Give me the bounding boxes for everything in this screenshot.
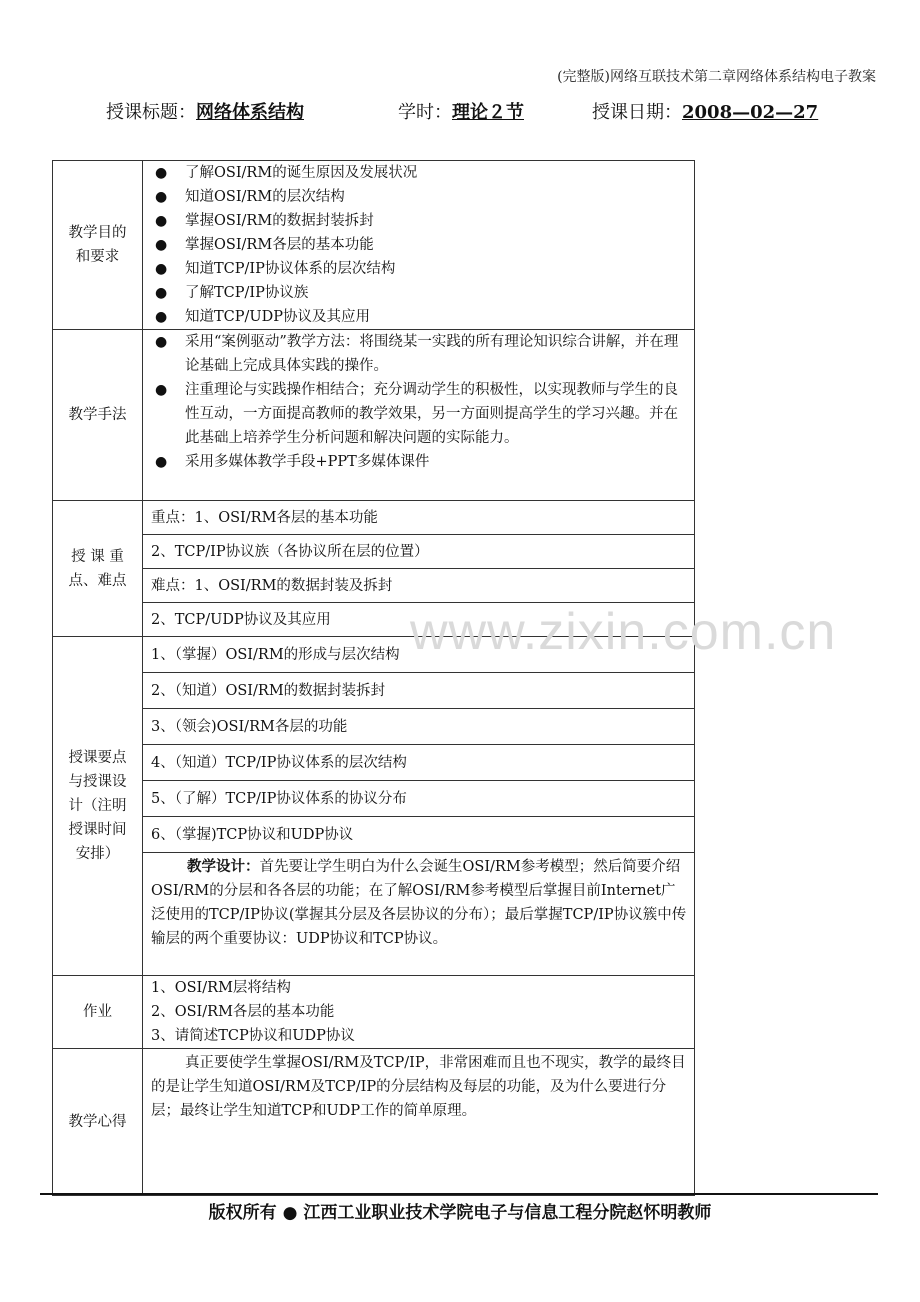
key-point-row	[143, 501, 695, 535]
homework-row	[53, 976, 695, 1049]
list-item	[151, 233, 688, 257]
key-points-row	[53, 501, 695, 535]
bullet-icon: ●	[155, 285, 168, 301]
design-point-text: 3、（领会)OSI/RM各层的功能	[151, 718, 348, 735]
date-label: 授课日期：	[592, 102, 682, 123]
footer-divider	[40, 1193, 878, 1195]
list-item	[151, 330, 688, 378]
key-point-row	[143, 535, 695, 569]
objective-text: 了解OSI/RM的诞生原因及发展状况	[185, 165, 418, 181]
design-point-row	[143, 781, 695, 817]
reflection-row	[53, 1049, 695, 1196]
bullet-icon: ●	[155, 454, 168, 470]
bullet-icon: ●	[155, 213, 168, 229]
key-point-text: 2、TCP/IP协议族（各协议所在层的位置）	[151, 543, 429, 560]
methods-list	[151, 330, 688, 474]
design-point-text: 6、（掌握)TCP协议和UDP协议	[151, 826, 354, 843]
design-point-text: 2、（知道）OSI/RM的数据封装拆封	[151, 682, 386, 699]
design-row	[53, 781, 695, 817]
methods-row	[53, 330, 695, 501]
design-row	[53, 709, 695, 745]
reflection-label: 教学心得	[53, 1049, 143, 1196]
methods-content	[143, 330, 695, 501]
topic-label: 授课标题：	[106, 102, 196, 123]
list-item	[151, 161, 688, 185]
objective-text: 知道TCP/UDP协议及其应用	[185, 309, 371, 325]
design-text: 首先要让学生明白为什么会诞生OSI/RM参考模型；然后简要介绍OSI/RM的分层和各各层的功能；在了解OSI/RM参考模型后掌握目前Internet广泛使用的TCP/IP协议(掌握其分层及各层协议的分布）；最后掌握TCP/IP协议簇中传输层的两个重要协议：UDP协议和TCP协议。	[151, 859, 687, 947]
objective-text: 了解TCP/IP协议族	[185, 285, 309, 301]
key-points-row	[53, 569, 695, 603]
watermark: www.zixin.com.cn	[410, 603, 837, 661]
objectives-list	[151, 161, 688, 329]
method-text: 采用“案例驱动”教学方法：将围绕某一实践的所有理论知识综合讲解，并在理论基础上完成具体实践的操作。	[185, 334, 679, 374]
design-paragraph	[143, 853, 695, 976]
homework-label: 作业	[53, 976, 143, 1049]
design-point-row	[143, 673, 695, 709]
list-item	[151, 185, 688, 209]
document-header: (完整版)网络互联技术第二章网络体系结构电子教案	[557, 69, 876, 85]
design-row	[53, 817, 695, 853]
homework-item: 1、OSI/RM层将结构	[151, 980, 291, 996]
bullet-icon: ●	[155, 189, 168, 205]
list-item	[151, 281, 688, 305]
design-label	[53, 637, 143, 976]
topic-value: 网络体系结构	[196, 102, 304, 123]
design-point-row	[143, 817, 695, 853]
objectives-label-line2: 和要求	[75, 249, 120, 265]
key-points-label-line2: 点、难点	[68, 572, 127, 589]
objectives-label	[53, 161, 143, 330]
list-item	[151, 378, 688, 450]
objective-text: 知道TCP/IP协议体系的层次结构	[185, 261, 396, 277]
bullet-icon: ●	[155, 237, 168, 253]
design-point-row	[143, 709, 695, 745]
design-label-line: 计（注明	[68, 798, 127, 814]
reflection-content	[143, 1049, 695, 1196]
key-point-text: 重点：1、OSI/RM各层的基本功能	[151, 509, 378, 526]
objectives-row	[53, 161, 695, 330]
objective-text: 知道OSI/RM的层次结构	[185, 189, 345, 205]
homework-item: 2、OSI/RM各层的基本功能	[151, 1004, 335, 1020]
reflection-text: 真正要使学生掌握OSI/RM及TCP/IP，非常困难而且也不现实，教学的最终目的是让学生知道OSI/RM及TCP/IP的分层结构及每层的功能，及为什么要进行分层；最终让学生知道TCP和UDP工作的简单原理。	[151, 1055, 686, 1119]
list-item	[151, 450, 688, 474]
design-label-line: 安排）	[75, 846, 120, 862]
key-points-row	[53, 535, 695, 569]
design-label-line: 授课要点	[68, 750, 127, 766]
difficulty-row	[143, 569, 695, 603]
objective-text: 掌握OSI/RM各层的基本功能	[185, 237, 374, 253]
homework-item: 3、请简述TCP协议和UDP协议	[151, 1028, 355, 1044]
bullet-icon: ●	[155, 165, 168, 181]
design-row	[53, 673, 695, 709]
design-title: 教学设计：	[187, 858, 260, 875]
design-row	[53, 853, 695, 976]
design-row	[53, 745, 695, 781]
lesson-plan-table	[52, 160, 695, 1196]
hours-value: 理论２节	[452, 102, 524, 123]
design-point-text: 1、（掌握）OSI/RM的形成与层次结构	[151, 646, 400, 663]
difficulty-text: 难点：1、OSI/RM的数据封装及拆封	[151, 577, 393, 594]
difficulty-text: 2、TCP/UDP协议及其应用	[151, 611, 331, 628]
bullet-icon: ●	[155, 334, 168, 350]
date-value: 2008—02—27	[682, 102, 819, 123]
objectives-content	[143, 161, 695, 330]
hours-label: 学时：	[398, 102, 452, 123]
objectives-label-line1: 教学目的	[68, 225, 127, 241]
topic-group	[106, 98, 304, 124]
bullet-icon: ●	[155, 382, 168, 398]
methods-label: 教学手法	[53, 330, 143, 501]
method-text: 注重理论与实践操作相结合；充分调动学生的积极性，以实现教师与学生的良性互动，一方面提高教师的教学效果，另一方面则提高学生的学习兴趣。并在此基础上培养学生分析问题和解决问题的实际能力。	[185, 382, 678, 446]
homework-content	[143, 976, 695, 1049]
bullet-icon: ●	[155, 261, 168, 277]
title-line	[0, 98, 920, 126]
key-points-label-line1: 授 课 重	[71, 548, 124, 565]
list-item	[151, 209, 688, 233]
objective-text: 掌握OSI/RM的数据封装拆封	[185, 213, 374, 229]
bullet-icon: ●	[155, 309, 168, 325]
hours-group	[398, 98, 524, 124]
design-point-row	[143, 745, 695, 781]
design-label-line: 授课时间	[68, 822, 127, 838]
list-item	[151, 257, 688, 281]
date-group	[592, 98, 818, 124]
method-text: 采用多媒体教学手段+PPT多媒体课件	[185, 454, 430, 470]
key-points-label	[53, 501, 143, 637]
design-point-text: 5、（了解）TCP/IP协议体系的协议分布	[151, 790, 407, 807]
design-point-text: 4、（知道）TCP/IP协议体系的层次结构	[151, 754, 407, 771]
design-label-line: 与授课设	[68, 774, 127, 790]
list-item	[151, 305, 688, 329]
footer-copyright: 版权所有 ● 江西工业职业技术学院电子与信息工程分院赵怀明教师	[208, 1203, 712, 1223]
